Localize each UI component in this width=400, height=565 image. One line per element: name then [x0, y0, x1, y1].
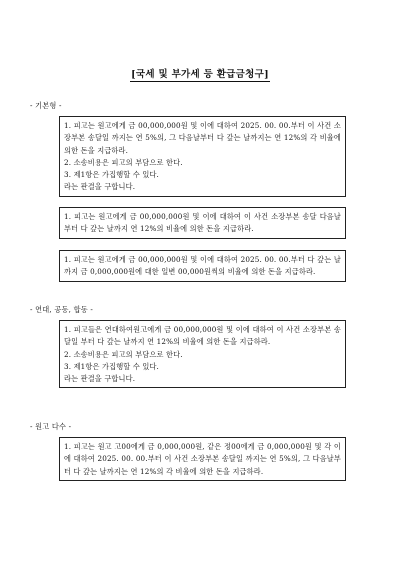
claim-box	[59, 116, 346, 197]
claim-box	[59, 437, 346, 481]
claim-box	[59, 207, 346, 239]
claim-line: 1. 피고는 원고 고00에게 금 0,000,000원, 같은 정00에게 금 0,000,000원 및 각 이에 대하여 2025. 00. 00.부터 이 사건 소장부본 송달일 까지는 연 5%의, 그 다음날부터 다 갚는 날까지는 연 12%의 각 비율에 의한 돈을 지급하라.	[64, 442, 341, 476]
claim-line: 1. 피고들은 연대하여원고에게 금 00,000,000원 및 이에 대하여 이 사건 소장부본 송달일 부터 다 갚는 날까지 연 12%의 비율에 의한 돈을 지급하라.	[64, 325, 341, 347]
section-heading-multiple-plaintiffs: - 원고 다수 -	[30, 422, 72, 431]
section-heading-joint: - 연대, 공동, 합동 -	[30, 305, 94, 314]
claim-line: 3. 제1항은 가집행할 수 있다.	[64, 170, 159, 180]
claim-box	[59, 320, 346, 388]
claim-line: 라는 판결을 구합니다.	[64, 374, 136, 384]
section-heading-basic: - 기본형 -	[30, 101, 62, 110]
claim-line: 1. 피고는 원고에게 금 00,000,000원 및 이에 대하여 2025. 00. 00.부터 다 갚는 날까지 금 0,000,000원에 대한 일변 00,000원씩의 비율에 의한 돈을 지급하라.	[64, 255, 341, 277]
claim-line: 1. 피고는 원고에게 금 00,000,000원 및 이에 대하여 2025. 00. 00.부터 이 사건 소장부본 송달일 까지는 연 5%의, 그 다음날부터 다 갚는 날까지는 연 12%의 각 비율에 의한 돈을 지급하라.	[64, 121, 341, 155]
claim-line: 3. 제1항은 가집행할 수 있다.	[64, 361, 159, 371]
document-title	[0, 66, 400, 80]
claim-line: 라는 판결을 구합니다.	[64, 182, 136, 192]
claim-line: 2. 소송비용은 피고의 부담으로 한다.	[64, 349, 183, 359]
claim-line: 1. 피고는 원고에게 금 00,000,000원 및 이에 대하여 이 사건 소장부본 송달 다음날부터 다 갚는 날까지 연 12%의 비율에 의한 돈을 지급하라.	[64, 212, 341, 234]
claim-box	[59, 250, 346, 282]
claim-line: 2. 소송비용은 피고의 부담으로 한다.	[64, 157, 183, 167]
document-title-text: [국세 및 부가세 등 환급금청구]	[131, 69, 269, 80]
